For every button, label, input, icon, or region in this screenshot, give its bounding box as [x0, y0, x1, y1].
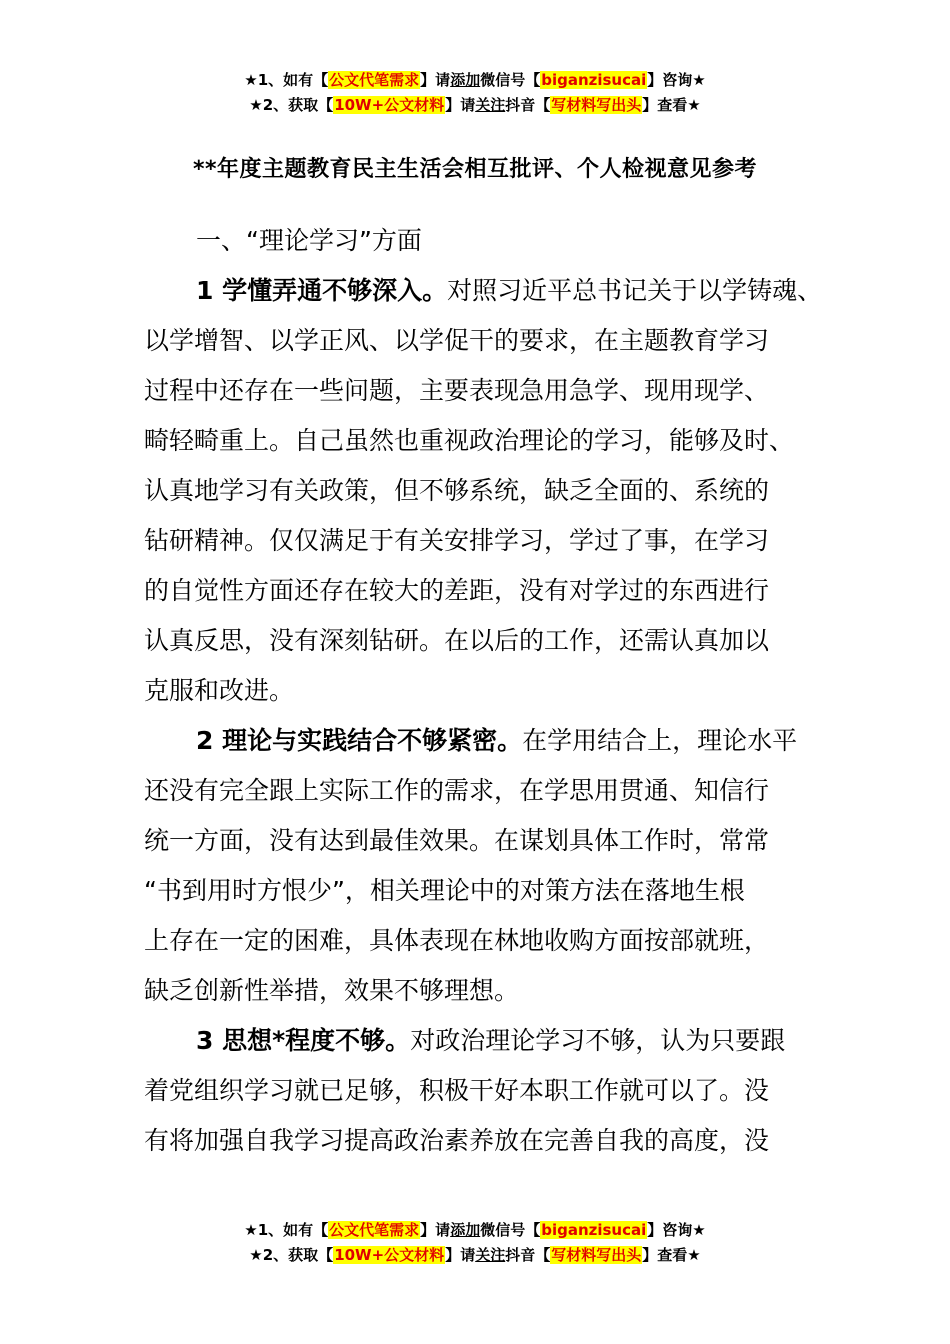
paragraph-line: 统一方面，没有达到最佳效果。在谋划具体工作时，常常	[144, 826, 770, 855]
paragraph-line: 着党组织学习就已足够，积极干好本职工作就可以了。没	[144, 1076, 770, 1105]
banner-text: 】请	[420, 71, 451, 89]
paragraph-line: 上存在一定的困难，具体表现在林地收购方面按部就班，	[144, 926, 770, 955]
banner-text: ★2、获取【	[249, 96, 334, 114]
paragraph-line: 认真反思，没有深刻钻研。在以后的工作，还需认真加以	[144, 626, 770, 655]
paragraph-line: 克服和改进。	[144, 676, 295, 705]
header-banner	[0, 68, 950, 118]
highlight-ghostwriting: 公文代笔需求	[329, 1221, 420, 1239]
banner-text: 】咨询★	[647, 1221, 706, 1239]
section-heading: 一、“理论学习”方面	[196, 226, 422, 255]
banner-text: ★1、如有【	[244, 1221, 329, 1239]
paragraph-line: 缺乏创新性举措，效果不够理想。	[144, 976, 520, 1005]
paragraph-line: 有将加强自我学习提高政治素养放在完善自我的高度，没	[144, 1126, 770, 1155]
highlight-ghostwriting: 公文代笔需求	[329, 71, 420, 89]
banner-line-1	[0, 1218, 950, 1243]
highlight-wechat-id: biganzisucai	[541, 1221, 647, 1239]
highlight-wechat-id: biganzisucai	[541, 71, 647, 89]
paragraph-1-heading: 1 学懂弄通不够深入。	[196, 276, 448, 305]
banner-text: 抖音【	[505, 1246, 551, 1264]
banner-text: 】咨询★	[647, 71, 706, 89]
banner-text: 】请	[445, 1246, 476, 1264]
banner-text: 】查看★	[642, 1246, 701, 1264]
paragraph-line: 钻研精神。仅仅满足于有关安排学习，学过了事，在学习	[144, 526, 770, 555]
paragraph-text: 对照习近平总书记关于以学铸魂、	[447, 276, 823, 305]
highlight-douyin: 写材料写出头	[551, 1246, 642, 1264]
banner-text-underlined: 添加	[450, 71, 481, 89]
banner-text-underlined: 关注	[475, 96, 506, 114]
paragraph-line: 畸轻畸重上。自己虽然也重视政治理论的学习，能够及时、	[144, 426, 795, 455]
paragraph-line: 以学增智、以学正风、以学促干的要求，在主题教育学习	[144, 326, 770, 355]
banner-text: ★2、获取【	[249, 1246, 334, 1264]
paragraph-line: 过程中还存在一些问题，主要表现急用急学、现用现学、	[144, 376, 770, 405]
banner-text: 】查看★	[642, 96, 701, 114]
banner-text-underlined: 关注	[475, 1246, 506, 1264]
paragraph-text: 对政治理论学习不够，认为只要跟	[410, 1026, 786, 1055]
paragraph-line: 还没有完全跟上实际工作的需求，在学思用贯通、知信行	[144, 776, 770, 805]
paragraph-text: 在学用结合上，理论水平	[522, 726, 798, 755]
document-title: **年度主题教育民主生活会相互批评、个人检视意见参考	[192, 157, 757, 182]
banner-text: 微信号【	[480, 1221, 541, 1239]
banner-text: 】请	[445, 96, 476, 114]
paragraph-3-heading: 3 思想*程度不够。	[196, 1026, 411, 1055]
document-body	[144, 216, 834, 1166]
banner-text-underlined: 添加	[450, 1221, 481, 1239]
paragraph-2-first-line	[144, 716, 834, 766]
highlight-materials: 10W+公文材料	[334, 1246, 445, 1264]
banner-line-1	[0, 68, 950, 93]
banner-line-2	[0, 93, 950, 118]
highlight-materials: 10W+公文材料	[334, 96, 445, 114]
footer-banner	[0, 1218, 950, 1268]
paragraph-line: 的自觉性方面还存在较大的差距，没有对学过的东西进行	[144, 576, 770, 605]
paragraph-1-first-line	[144, 266, 834, 316]
banner-text: 微信号【	[480, 71, 541, 89]
highlight-douyin: 写材料写出头	[551, 96, 642, 114]
paragraph-2-heading: 2 理论与实践结合不够紧密。	[196, 726, 523, 755]
paragraph-line: 认真地学习有关政策，但不够系统，缺乏全面的、系统的	[144, 476, 770, 505]
paragraph-3-first-line	[144, 1016, 834, 1066]
banner-text: ★1、如有【	[244, 71, 329, 89]
paragraph-line: “书到用时方恨少”，相关理论中的对策方法在落地生根	[144, 876, 745, 905]
banner-text: 抖音【	[505, 96, 551, 114]
banner-text: 】请	[420, 1221, 451, 1239]
banner-line-2	[0, 1243, 950, 1268]
